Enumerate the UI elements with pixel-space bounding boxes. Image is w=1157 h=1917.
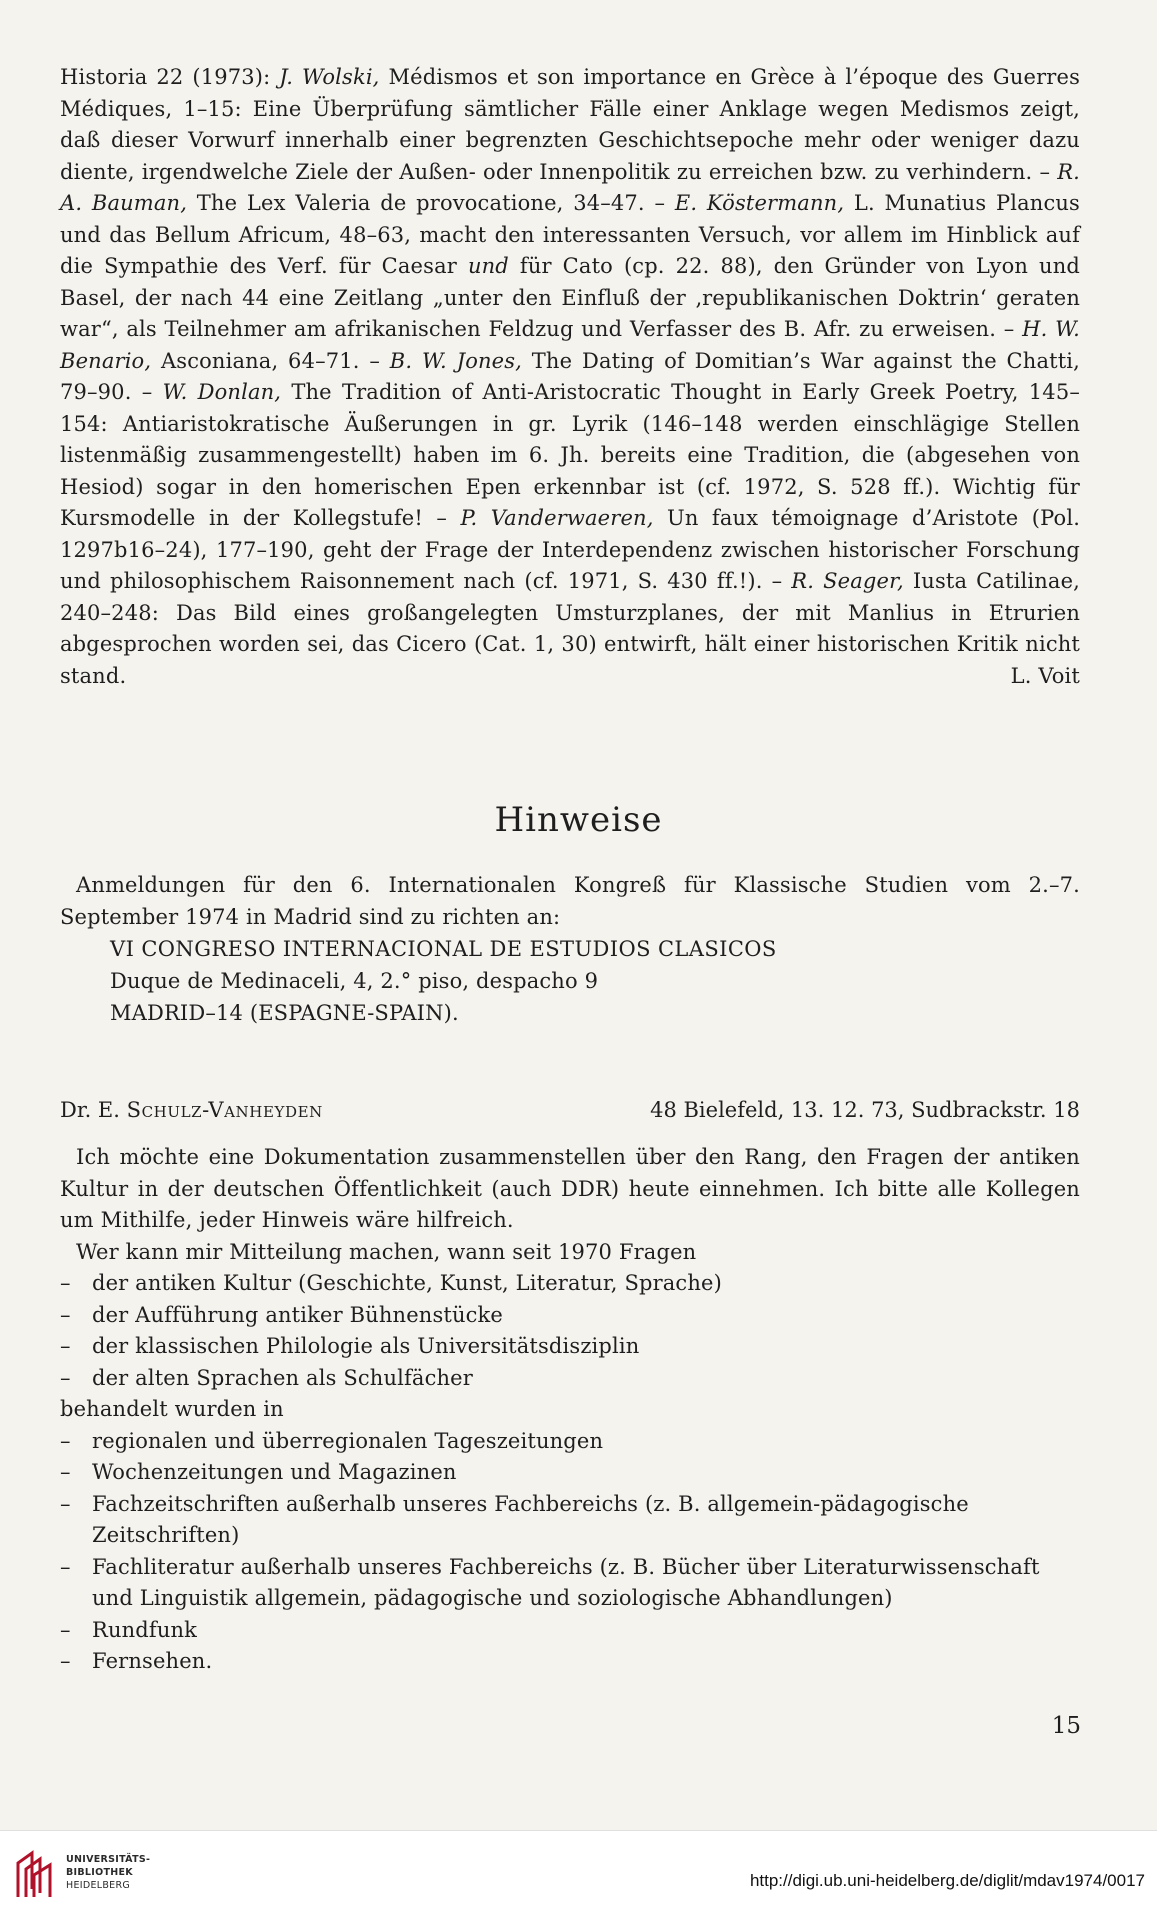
letter-header bbox=[60, 1098, 1080, 1122]
review-signature: L. Voit bbox=[1010, 663, 1080, 688]
logo-line: UNIVERSITÄTS- bbox=[66, 1854, 151, 1865]
author-name: J. Wolski, bbox=[279, 65, 380, 89]
source-url[interactable]: http://digi.ub.uni-heidelberg.de/diglit/mdav1974/0017 bbox=[749, 1871, 1145, 1890]
letter-address: 48 Bielefeld, 13. 12. 73, Sudbrackstr. 18 bbox=[650, 1098, 1080, 1122]
author-name: R. Seager, bbox=[791, 569, 904, 593]
review-segment: L. Munatius Plancus und das Bellum Africum, 48–63, macht den interessanten Versuch, vor allem im Hinblick auf die Sympathie des Verf. für Caesar bbox=[60, 191, 1080, 278]
list-connector: behandelt wurden in bbox=[60, 1397, 284, 1421]
list-item: – der Aufführung antiker Bühnenstücke bbox=[60, 1300, 1080, 1332]
logo-line: HEIDELBERG bbox=[66, 1880, 131, 1891]
congress-notice bbox=[60, 870, 1080, 1029]
review-text bbox=[60, 62, 1080, 692]
list-item: – Fachliteratur außerhalb unseres Fachbereichs (z. B. Bücher über Literaturwissenschaft und Linguistik allgemein, pädagogische und soziologische Abhandlungen) bbox=[60, 1552, 1080, 1615]
emphasis: und bbox=[467, 254, 509, 278]
letter-author bbox=[60, 1098, 323, 1122]
list-item: – der alten Sprachen als Schulfächer bbox=[60, 1363, 1080, 1395]
address-line: VI CONGRESO INTERNACIONAL DE ESTUDIOS CLASICOS bbox=[110, 937, 777, 961]
journal-ref: Historia 22 (1973): bbox=[60, 65, 280, 89]
author-name: P. Vanderwaeren, bbox=[460, 506, 654, 530]
list-item: – der antiken Kultur (Geschichte, Kunst, Literatur, Sprache) bbox=[60, 1268, 1080, 1300]
author-prefix: Dr. E. bbox=[60, 1098, 127, 1122]
author-name: E. Köstermann, bbox=[674, 191, 845, 215]
section-heading: Hinweise bbox=[494, 800, 663, 840]
author-name: R. A. Bauman, bbox=[60, 159, 1080, 215]
congress-address bbox=[110, 933, 1080, 1029]
address-line: Duque de Medinaceli, 4, 2.° piso, despacho 9 bbox=[110, 969, 599, 993]
list-item: – Rundfunk bbox=[60, 1615, 1080, 1647]
review-segment: The Dating of Domitian’s War against the Chatti, 79–90. – bbox=[60, 348, 1080, 404]
page-number: 15 bbox=[1051, 1713, 1081, 1739]
author-name: H. W. Benario, bbox=[60, 317, 1080, 373]
review-paragraph bbox=[60, 62, 1080, 692]
list-item: – Fernsehen. bbox=[60, 1646, 1080, 1678]
review-segment: The Lex Valeria de provocatione, 34–47. – bbox=[187, 191, 675, 215]
list-item: – regionalen und überregionalen Tageszeitungen bbox=[60, 1426, 1080, 1458]
topic-list bbox=[60, 1268, 1080, 1678]
author-name: B. W. Jones, bbox=[389, 348, 522, 373]
review-segment: Médismos et son importance en Grèce à l’époque des Guerres Médiques, 1–15: Eine Überprüfung sämtlicher Fälle einer Anklage wegen Medismos zeigt, daß dieser Vorwurf innerhalb einer begrenzten Geschichtsepoche mehr oder weniger dazu diente, irgendwelche Ziele der Außen- oder Innenpolitik zu erreichen bzw. zu verhindern. – bbox=[60, 65, 1080, 184]
logo-line: BIBLIOTHEK bbox=[66, 1867, 133, 1878]
letter-paragraph: Ich möchte eine Dokumentation zusammenstellen über den Rang, den Fragen der antiken Kultur in der deutschen Öffentlichkeit (auch DDR) heute einnehmen. Ich bitte alle Kollegen um Mithilfe, jeder Hinweis wäre hilfreich. bbox=[60, 1145, 1080, 1232]
review-segment: Iusta Catilinae, 240–248: Das Bild eines großangelegten Umsturzplanes, der mit Manlius in Etrurien abgesprochen worden sei, das Cicero (Cat. 1, 30) entwirft, hält einer historischen Kritik nicht stand. bbox=[60, 569, 1081, 688]
review-segment: The Tradition of Anti-Aristocratic Thought in Early Greek Poetry, 145–154: Antiaristokratische Äußerungen in gr. Lyrik (146–148 werden einschlägige Stellen listenmäßig zusammengestellt) haben im 6. Jh. bereits eine Tradition, die (abgesehen von Hesiod) sogar in den homerischen Epen erkennbar ist (cf. 1972, S. 528 ff.). Wichtig für Kursmodelle in der Kollegstufe! – bbox=[60, 380, 1080, 530]
library-logo-icon bbox=[12, 1849, 56, 1899]
list-item: – Wochenzeitungen und Magazinen bbox=[60, 1457, 1080, 1489]
library-logo-text bbox=[66, 1853, 150, 1892]
list-item: – Fachzeitschriften außerhalb unseres Fachbereichs (z. B. allgemein-pädagogische Zeitschriften) bbox=[60, 1489, 1080, 1552]
list-item: – der klassischen Philologie als Universitätsdisziplin bbox=[60, 1331, 1080, 1363]
address-line: MADRID–14 (ESPAGNE-SPAIN). bbox=[110, 1001, 459, 1025]
letter-paragraph: Wer kann mir Mitteilung machen, wann seit 1970 Fragen bbox=[76, 1239, 697, 1264]
footer-bar bbox=[0, 1830, 1157, 1917]
review-segment: Un faux témoignage d’Aristote (Pol. 1297b16–24), 177–190, geht der Frage der Interdependenz zwischen historischer Forschung und philosophischem Raisonnement nach (cf. 1971, S. 430 ff.!). – bbox=[60, 506, 1081, 593]
review-segment: Asconiana, 64–71. – bbox=[151, 348, 390, 373]
author-surname: Schulz-Vanheyden bbox=[126, 1098, 323, 1122]
review-segment: für Cato (cp. 22. 88), den Gründer von Lyon und Basel, der nach 44 eine Zeitlang „unter den Einfluß der ‚republikanischen Doktrin‘ geraten war“, als Teilnehmer am afrikanischen Feldzug und Verfasser des B. Afr. zu erweisen. – bbox=[60, 254, 1080, 341]
letter-body bbox=[60, 1142, 1080, 1678]
notice-intro: Anmeldungen für den 6. Internationalen Kongreß für Klassische Studien vom 2.–7. September 1974 in Madrid sind zu richten an: bbox=[60, 873, 1080, 929]
author-name: W. Donlan, bbox=[162, 380, 282, 404]
